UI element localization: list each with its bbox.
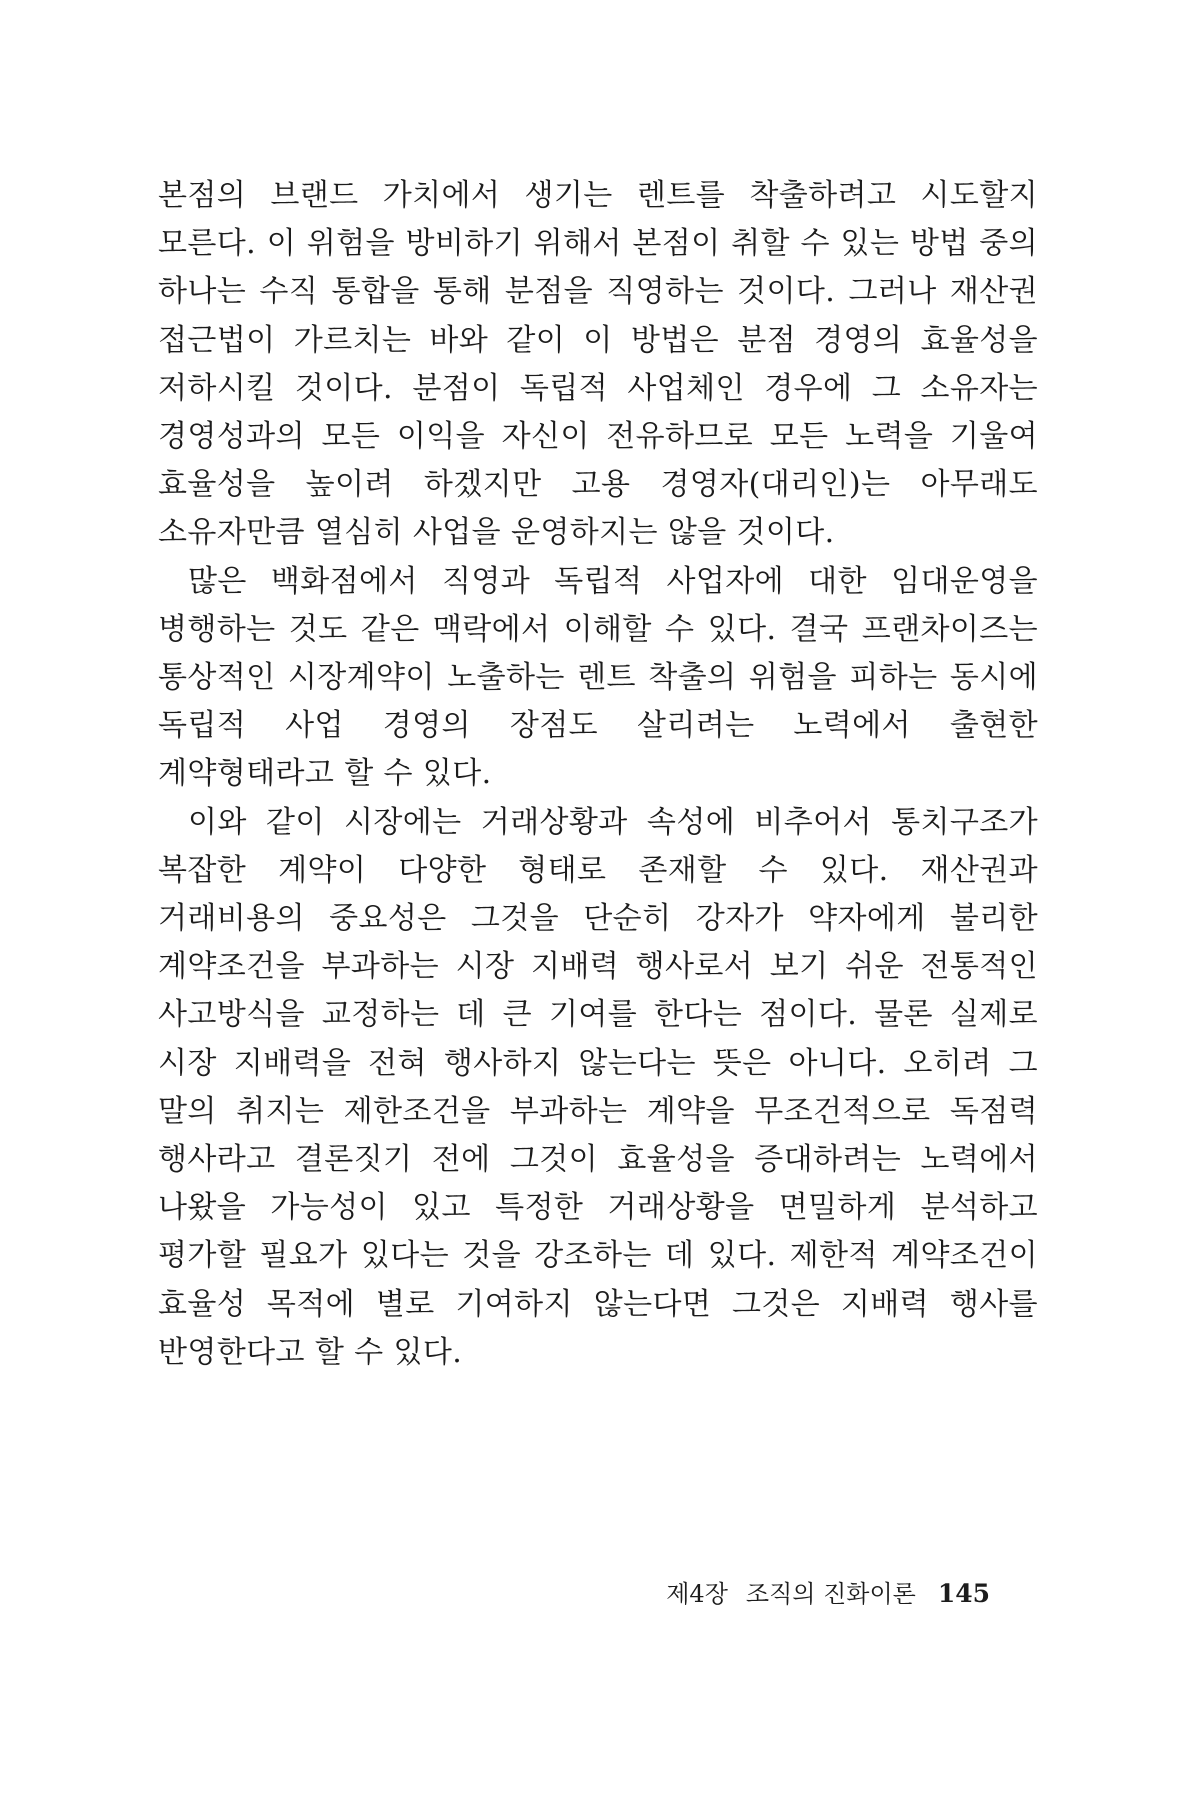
paragraph-3: 이와 같이 시장에는 거래상황과 속성에 비추어서 통치구조가 복잡한 계약이 다양한 형태로 존재할 수 있다. 재산권과 거래비용의 중요성은 그것을 단순히 강자가 약자에게 불리한 계약조건을 부과하는 시장 지배력 행사로서 보기 쉬운 전통적인 사고방식을 교정하는 데 큰 기여를 한다는 점이다. 물론 실제로 시장 지배력을 전혀 행사하지 않는다는 뜻은 아니다. 오히려 그 말의 취지는 제한조건을 부과하는 계약을 무조건적으로 독점력 행사라고 결론짓기 전에 그것이 효율성을 증대하려는 노력에서 나왔을 가능성이 있고 특정한 거래상황을 면밀하게 분석하고 평가할 필요가 있다는 것을 강조하는 데 있다. 제한적 계약조건이 효율성 목적에 별로 기여하지 않는다면 그것은 지배력 행사를 반영한다고 할 수 있다. — [158, 804, 1038, 1370]
body-text — [158, 172, 1038, 1377]
paragraph-2: 많은 백화점에서 직영과 독립적 사업자에 대한 임대운영을 병행하는 것도 같은 맥락에서 이해할 수 있다. 결국 프랜차이즈는 통상적인 시장계약이 노출하는 렌트 착출의 위험을 피하는 동시에 독립적 사업 경영의 장점도 살리려는 노력에서 출현한 계약형태라고 할 수 있다. — [158, 563, 1038, 792]
paragraph-1: 본점의 브랜드 가치에서 생기는 렌트를 착출하려고 시도할지 모른다. 이 위험을 방비하기 위해서 본점이 취할 수 있는 방법 중의 하나는 수직 통합을 통해 분점을 직영하는 것이다. 그러나 재산권 접근법이 가르치는 바와 같이 이 방법은 분점 경영의 효율성을 저하시킬 것이다. 분점이 독립적 사업체인 경우에 그 소유자는 경영성과의 모든 이익을 자신이 전유하므로 모든 노력을 기울여 효율성을 높이려 하겠지만 고용 경영자(대리인)는 아무래도 소유자만큼 열심히 사업을 운영하지는 않을 것이다. — [158, 178, 1038, 551]
footer-chapter: 제4장 — [666, 1580, 728, 1608]
page-number: 145 — [937, 1579, 990, 1608]
running-footer — [666, 1574, 990, 1609]
footer-title: 조직의 진화이론 — [745, 1580, 916, 1608]
